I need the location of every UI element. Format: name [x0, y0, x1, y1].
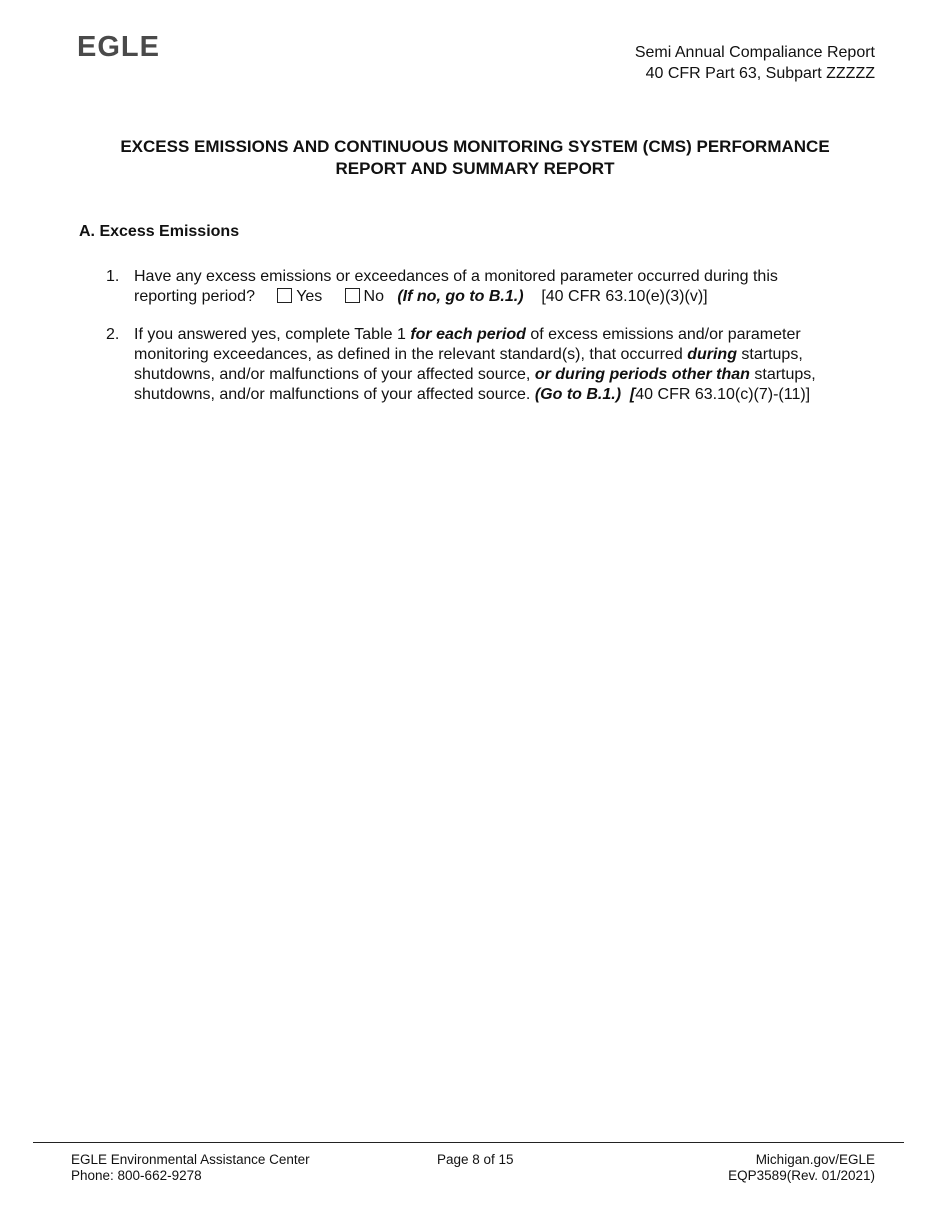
question-2-seg4: during	[687, 346, 737, 363]
question-1-line-2	[134, 287, 876, 307]
footer-org: EGLE Environmental Assistance Center	[71, 1152, 310, 1167]
question-1-line-1: Have any excess emissions or exceedances of a monitored parameter occurred during this	[134, 268, 778, 285]
question-1-citation: [40 CFR 63.10(e)(3)(v)]	[541, 288, 708, 305]
page-number: Page 8 of 15	[437, 1152, 514, 1167]
section-a-heading: A. Excess Emissions	[79, 223, 240, 240]
footer-form-id: EQP3589(Rev. 01/2021)	[728, 1168, 875, 1183]
footer-form-info	[728, 1152, 875, 1184]
question-2-seg7: startups, shutdowns, and/or malfunctions of your affected source.	[134, 366, 816, 403]
no-label: No	[363, 288, 384, 305]
question-1-instruction: (If no, go to B.1.)	[397, 288, 524, 305]
question-2-seg5: startups, shutdowns, and/or malfunctions of your affected source,	[134, 346, 803, 383]
question-2-seg8: (Go to B.1.) [	[534, 386, 636, 403]
question-2-seg3: of excess emissions and/or parameter monitoring exceedances, as defined in the relevant standard(s), that occurred	[134, 326, 801, 363]
question-2-seg9: 40 CFR 63.10(c)(7)-(11)]	[635, 386, 811, 403]
report-header	[635, 42, 875, 84]
footer-website[interactable]: Michigan.gov/EGLE	[755, 1152, 875, 1167]
question-2	[106, 325, 876, 405]
report-name: Semi Annual Compaliance Report	[634, 44, 875, 61]
yes-checkbox[interactable]	[277, 288, 292, 303]
no-checkbox[interactable]	[345, 288, 360, 303]
question-2-seg6: or during periods other than	[534, 366, 750, 383]
question-1	[106, 267, 876, 307]
page-title	[60, 136, 890, 180]
question-2-seg1: If you answered yes, complete Table 1	[134, 326, 411, 343]
question-1-prompt: reporting period?	[134, 288, 255, 305]
yes-label: Yes	[296, 288, 323, 305]
question-2-seg2: for each period	[410, 326, 526, 343]
egle-logo: EGLE	[77, 31, 160, 63]
footer-divider	[33, 1142, 904, 1143]
report-regulation: 40 CFR Part 63, Subpart ZZZZZ	[645, 65, 875, 82]
question-1-number: 1.	[106, 268, 120, 285]
question-2-number: 2.	[106, 326, 120, 343]
title-line-1: EXCESS EMISSIONS AND CONTINUOUS MONITORING SYSTEM (CMS) PERFORMANCE	[120, 137, 830, 156]
footer-phone: Phone: 800-662-9278	[71, 1168, 202, 1183]
question-2-text	[134, 325, 876, 405]
footer-contact	[71, 1152, 310, 1184]
title-line-2: REPORT AND SUMMARY REPORT	[335, 159, 615, 178]
